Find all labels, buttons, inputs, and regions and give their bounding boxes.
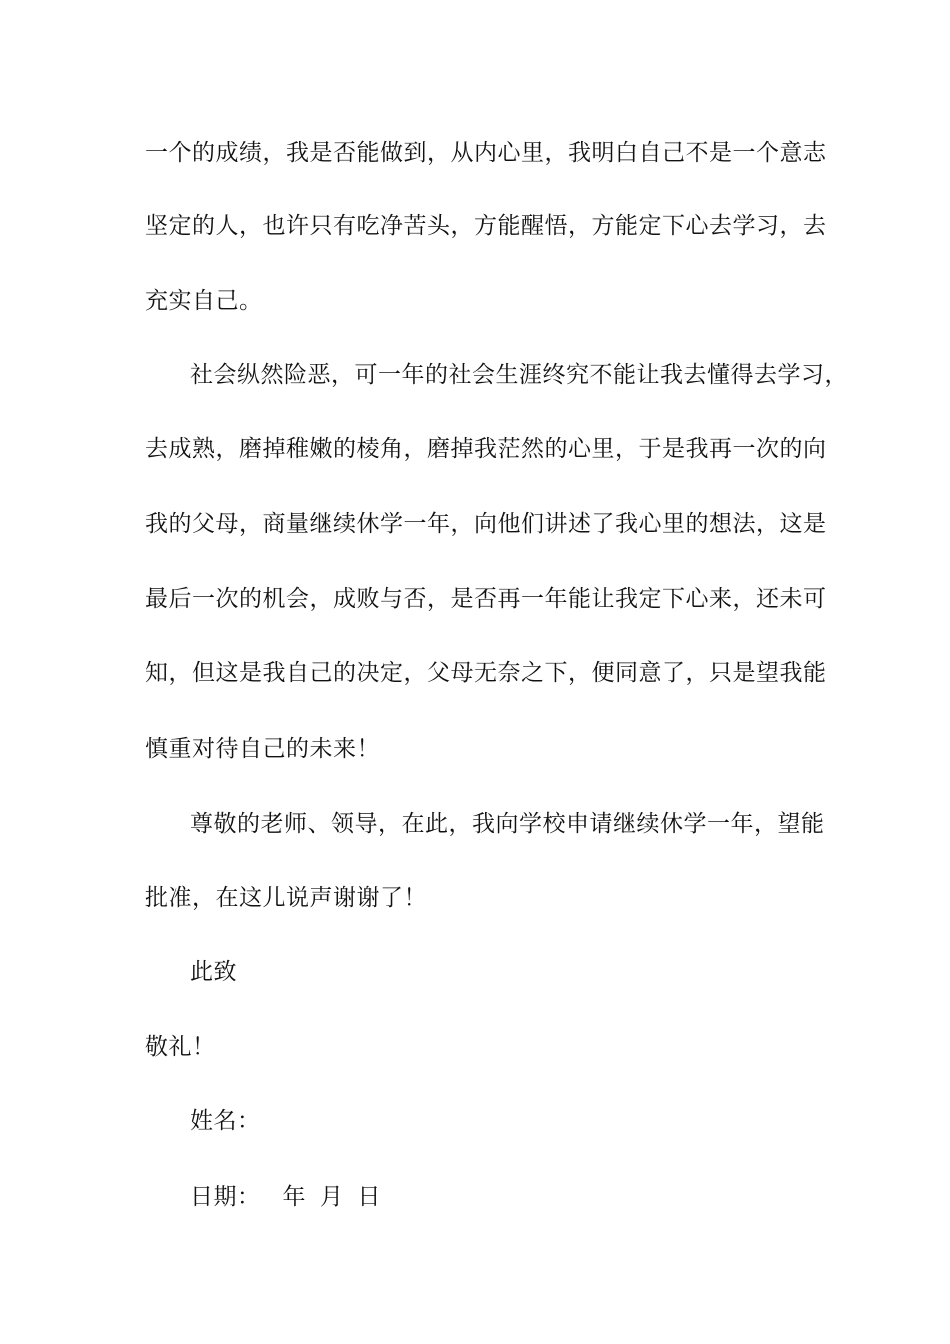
body-line: 我的父母，商量继续休学一年，向他们讲述了我心里的想法，这是 — [145, 511, 827, 537]
date-day: 日 — [357, 1184, 381, 1210]
body-line: 尊敬的老师、领导，在此，我向学校申请继续休学一年，望能 — [190, 811, 825, 837]
body-line: 社会纵然险恶，可一年的社会生涯终究不能让我去懂得去学习， — [190, 362, 848, 388]
body-line: 慎重对待自己的未来！ — [145, 736, 380, 762]
body-line: 最后一次的机会，成败与否，是否再一年能让我定下心来，还未可 — [145, 586, 827, 612]
body-line: 充实自己。 — [145, 288, 263, 314]
body-line: 批准，在这儿说声谢谢了！ — [145, 885, 427, 911]
closing-phrase: 此致 — [190, 959, 237, 985]
body-line: 知，但这是我自己的决定，父母无奈之下，便同意了，只是望我能 — [145, 660, 827, 686]
date-label: 日期： — [190, 1184, 261, 1210]
name-label: 姓名： — [190, 1108, 261, 1134]
body-line: 坚定的人，也许只有吃净苦头，方能醒悟，方能定下心去学习，去 — [145, 213, 827, 239]
date-month: 月 — [320, 1184, 344, 1210]
body-line: 一个的成绩，我是否能做到，从内心里，我明白自己不是一个意志 — [145, 140, 827, 166]
salutation: 敬礼！ — [145, 1034, 216, 1060]
body-line: 去成熟，磨掉稚嫩的棱角，磨掉我茫然的心里，于是我再一次的向 — [145, 436, 827, 462]
date-row — [190, 1182, 381, 1212]
date-year: 年 — [282, 1184, 306, 1210]
